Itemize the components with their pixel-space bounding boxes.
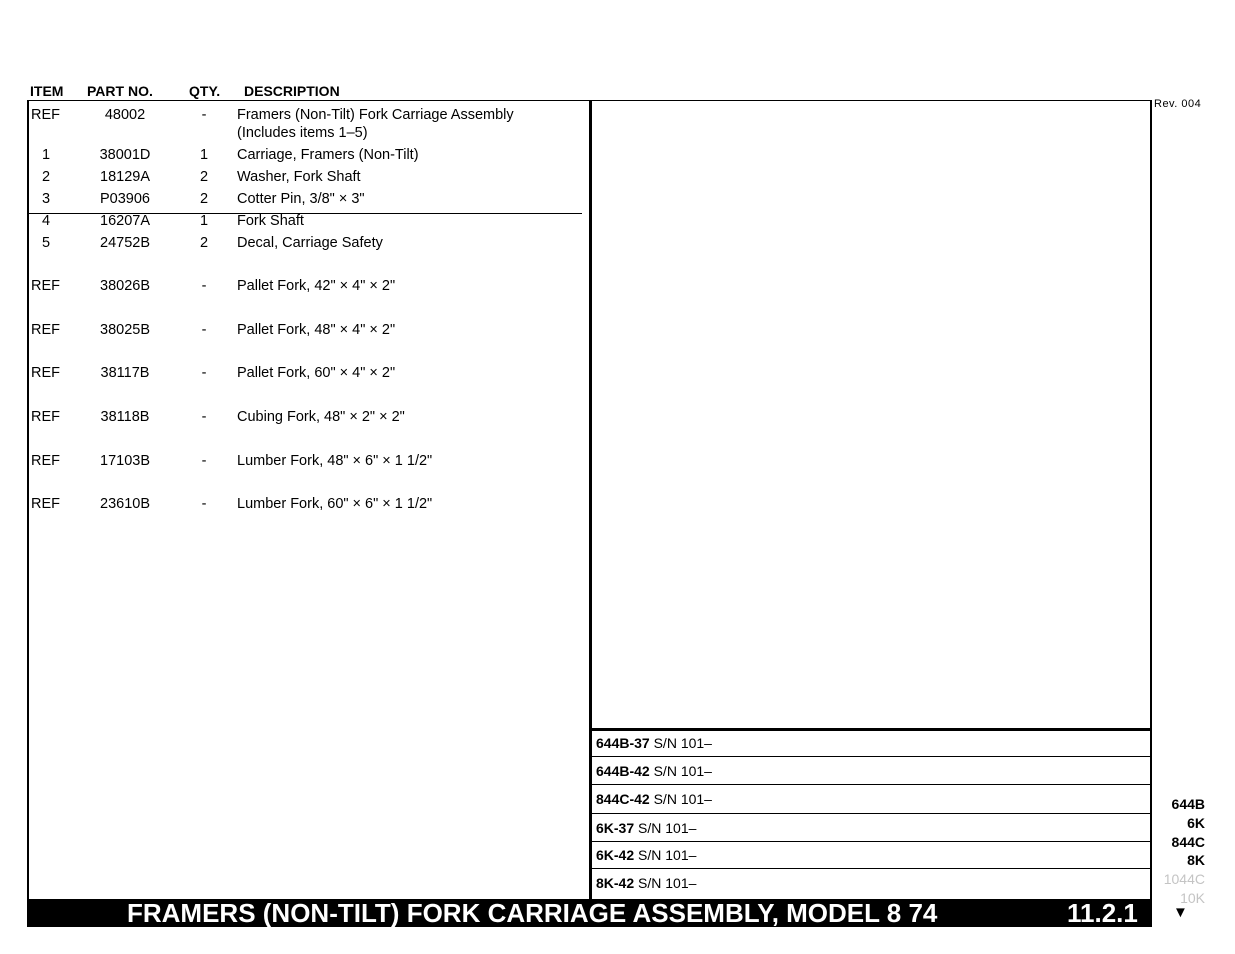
- row-description: Carriage, Framers (Non-Tilt): [237, 147, 419, 163]
- row-part-no: 16207A: [100, 213, 150, 229]
- serial-range: S/N 101–: [653, 763, 712, 779]
- row-part-no: 23610B: [100, 496, 150, 512]
- row-qty: 2: [199, 191, 209, 207]
- row-item: REF: [31, 107, 60, 123]
- row-qty: -: [201, 278, 207, 294]
- row-part-no: 38001D: [99, 147, 151, 163]
- row-item: REF: [31, 496, 60, 512]
- row-part-no: 38117B: [100, 365, 150, 381]
- col-header-item: ITEM: [30, 83, 64, 99]
- row-item: 5: [42, 235, 51, 251]
- serials-divider: [592, 728, 1150, 731]
- serial-range: S/N 101–: [653, 791, 712, 807]
- serial-range: S/N 101–: [638, 820, 697, 836]
- row-qty: -: [201, 496, 207, 512]
- serial-model: 644B-42: [596, 763, 650, 779]
- row-qty: 1: [199, 213, 209, 229]
- row-item: REF: [31, 322, 60, 338]
- col-header-description: DESCRIPTION: [244, 83, 340, 99]
- serial-separator: [592, 756, 1150, 757]
- row-qty: -: [201, 453, 207, 469]
- row-item: 1: [42, 147, 51, 163]
- serial-model: 6K-37: [596, 820, 635, 836]
- serial-entry: [596, 735, 712, 751]
- serial-entry: [596, 847, 696, 863]
- serial-range: S/N 101–: [653, 735, 712, 751]
- row-item: 4: [42, 213, 51, 229]
- row-description: Pallet Fork, 42" × 4" × 2": [237, 278, 396, 294]
- serial-range: S/N 101–: [638, 847, 697, 863]
- col-header-qty: QTY.: [189, 83, 221, 99]
- row-description: Cubing Fork, 48" × 2" × 2": [237, 409, 405, 425]
- serial-model: 644B-37: [596, 735, 650, 751]
- row-item: REF: [31, 278, 60, 294]
- model-tab: 1044C: [1163, 871, 1205, 887]
- row-part-no: 38118B: [100, 409, 150, 425]
- row-description: Lumber Fork, 48" × 6" × 1 1/2": [237, 453, 433, 469]
- row-part-no: P03906: [100, 191, 150, 207]
- serial-separator: [592, 868, 1150, 869]
- serial-range: S/N 101–: [638, 875, 697, 891]
- row-part-no: 48002: [104, 107, 146, 123]
- title-bar: [27, 899, 1152, 927]
- row-qty: -: [201, 409, 207, 425]
- down-arrow-icon: ▼: [1173, 904, 1188, 921]
- row-description: Pallet Fork, 60" × 4" × 2": [237, 365, 396, 381]
- row-part-no: 38025B: [100, 322, 150, 338]
- row-description-note: (Includes items 1–5): [237, 125, 368, 141]
- row-description: Fork Shaft: [237, 213, 304, 229]
- row-description: Washer, Fork Shaft: [237, 169, 361, 185]
- serial-entry: [596, 875, 696, 891]
- model-tab: 644B: [1171, 796, 1205, 812]
- serial-separator: [592, 784, 1150, 785]
- row-description: Pallet Fork, 48" × 4" × 2": [237, 322, 396, 338]
- row-qty: -: [201, 322, 207, 338]
- illustration-panel: [589, 100, 1152, 899]
- row-part-no: 18129A: [100, 169, 150, 185]
- row-qty: 2: [199, 169, 209, 185]
- serial-model: 8K-42: [596, 875, 635, 891]
- revision-label: Rev. 004: [1154, 98, 1202, 110]
- model-tab: 6K: [1187, 815, 1205, 831]
- row-item: REF: [31, 365, 60, 381]
- row-qty: 1: [199, 147, 209, 163]
- serial-separator: [592, 813, 1150, 814]
- row-qty: 2: [199, 235, 209, 251]
- row-item: 3: [42, 191, 51, 207]
- row-qty: -: [201, 365, 207, 381]
- row-item: 2: [42, 169, 51, 185]
- row-description: Decal, Carriage Safety: [237, 235, 383, 251]
- page-title: FRAMERS (NON-TILT) FORK CARRIAGE ASSEMBLY, MODEL 8 74: [127, 898, 938, 928]
- serial-entry: [596, 820, 696, 836]
- model-tab: 844C: [1171, 834, 1205, 850]
- row-qty: -: [201, 107, 207, 123]
- serial-model: 844C-42: [596, 791, 650, 807]
- row-description: Framers (Non-Tilt) Fork Carriage Assembly: [237, 107, 514, 123]
- row-description: Lumber Fork, 60" × 6" × 1 1/2": [237, 496, 433, 512]
- row-item: REF: [31, 453, 60, 469]
- section-number: 11.2.1: [1067, 898, 1138, 928]
- row-description: Cotter Pin, 3/8" × 3": [237, 191, 365, 207]
- row-part-no: 24752B: [100, 235, 150, 251]
- col-header-part-no: PART NO.: [87, 83, 153, 99]
- serial-entry: [596, 791, 712, 807]
- model-tab: 8K: [1187, 852, 1205, 868]
- serial-entry: [596, 763, 712, 779]
- model-tab: 10K: [1180, 890, 1205, 906]
- row-part-no: 38026B: [100, 278, 150, 294]
- row-item: REF: [31, 409, 60, 425]
- serial-model: 6K-42: [596, 847, 635, 863]
- row-part-no: 17103B: [100, 453, 150, 469]
- serial-separator: [592, 841, 1150, 842]
